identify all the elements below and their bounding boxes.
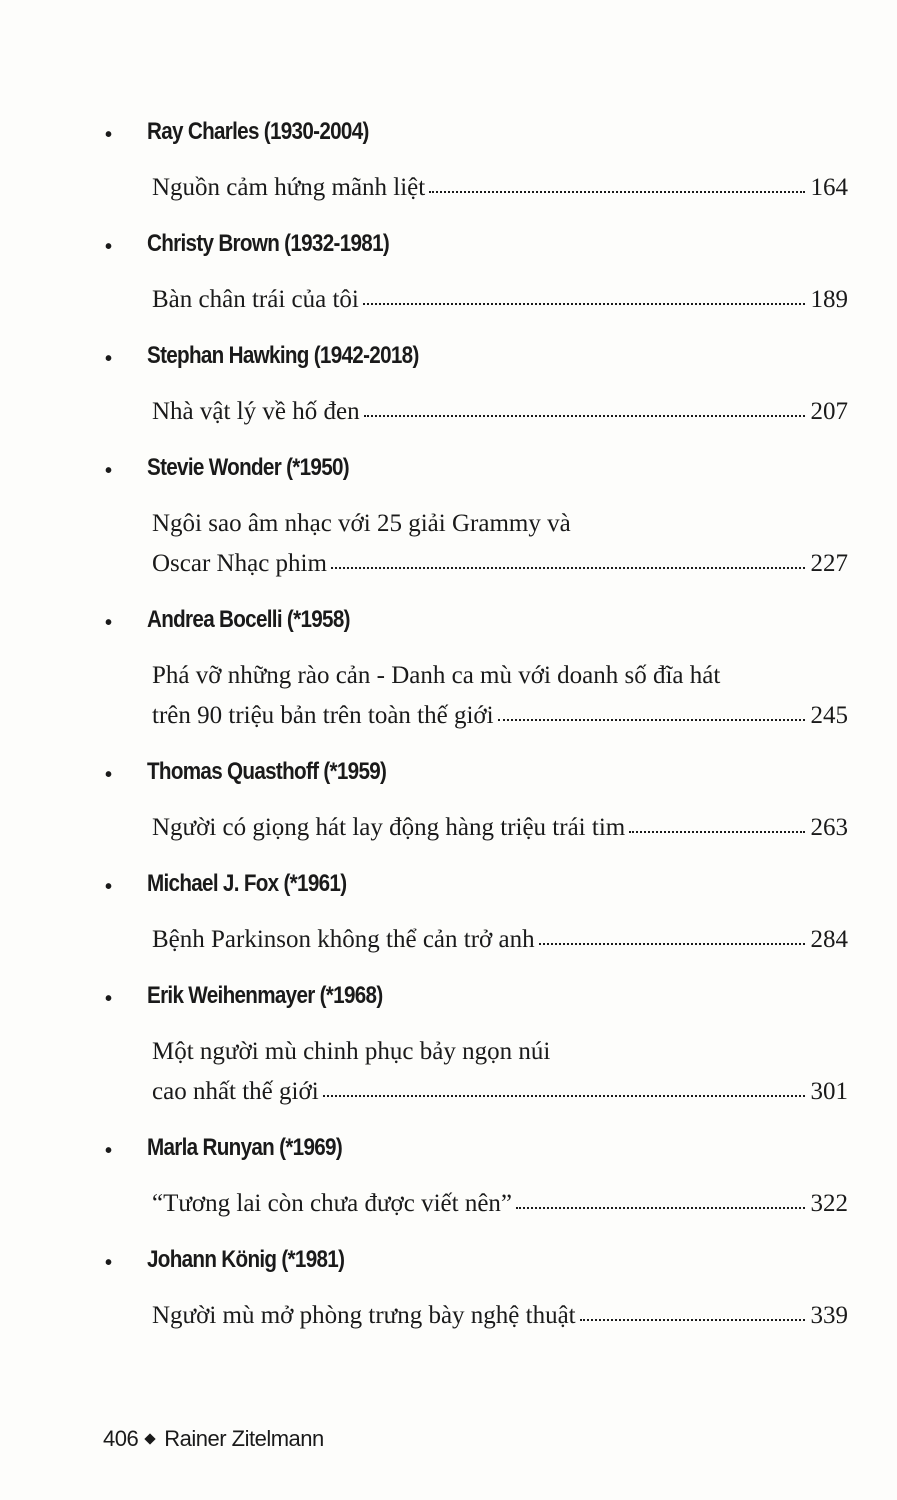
bullet-icon: • [105,876,113,898]
toc-entry[interactable] [0,1134,897,1224]
entry-name: Stephan Hawking (1942-2018) [147,342,419,369]
entry-page-number: 207 [810,398,848,425]
entry-title: Nguồn cảm hứng mãnh liệt [152,174,426,201]
entry-page-number: 227 [810,550,848,577]
page-footer [103,1426,324,1452]
bullet-icon: • [105,1140,113,1162]
dot-leader [331,567,805,569]
dot-leader [323,1095,805,1097]
bullet-icon: • [105,124,113,146]
entry-page-number: 284 [810,926,848,953]
bullet-icon: • [105,988,113,1010]
entry-title-line [152,696,848,736]
entry-name: Stevie Wonder (*1950) [147,454,349,481]
toc-entry[interactable] [0,454,897,584]
entry-title: trên 90 triệu bản trên toàn thế giới [152,702,494,729]
entry-title-line [152,920,848,960]
entry-title-line: Một người mù chinh phục bảy ngọn núi [152,1038,551,1065]
entry-title-line [152,808,848,848]
dot-leader [629,831,804,833]
entry-page-number: 263 [810,814,848,841]
toc-entry[interactable] [0,1246,897,1336]
entry-title: “Tương lai còn chưa được viết nên” [152,1190,513,1217]
bullet-icon: • [105,764,113,786]
entry-name: Christy Brown (1932-1981) [147,230,390,257]
dot-leader [363,303,805,305]
entry-page-number: 339 [810,1302,848,1329]
footer-author: Rainer Zitelmann [164,1426,324,1451]
toc-entry[interactable] [0,758,897,848]
entry-title-line [152,280,848,320]
entry-title-line [152,544,848,584]
entry-name: Marla Runyan (*1969) [147,1134,343,1161]
entry-title: Oscar Nhạc phim [152,550,327,577]
entry-page-number: 322 [810,1190,848,1217]
toc-entry[interactable] [0,982,897,1112]
entry-name: Johann König (*1981) [147,1246,345,1273]
entry-page-number: 245 [810,702,848,729]
entry-name: Thomas Quasthoff (*1959) [147,758,387,785]
dot-leader [364,415,805,417]
dot-leader [580,1319,805,1321]
footer-page-number: 406 [103,1426,139,1451]
dot-leader [539,943,805,945]
bullet-icon: • [105,612,113,634]
dot-leader [516,1207,804,1209]
table-of-contents [0,118,897,1358]
entry-title: Người có giọng hát lay động hàng triệu trái tim [152,814,626,841]
toc-entry[interactable] [0,870,897,960]
bullet-icon: • [105,460,113,482]
entry-title-line [152,1184,848,1224]
entry-title: Bệnh Parkinson không thể cản trở anh [152,926,535,953]
entry-title: Nhà vật lý về hố đen [152,398,360,425]
bullet-icon: • [105,348,113,370]
entry-title: Bàn chân trái của tôi [152,286,359,313]
entry-name: Ray Charles (1930-2004) [147,118,369,145]
entry-title: cao nhất thế giới [152,1078,319,1105]
toc-entry[interactable] [0,606,897,736]
entry-title-line [152,1072,848,1112]
entry-page-number: 301 [810,1078,848,1105]
entry-title: Người mù mở phòng trưng bày nghệ thuật [152,1302,576,1329]
toc-entry[interactable] [0,118,897,208]
entry-page-number: 164 [810,174,848,201]
entry-name: Andrea Bocelli (*1958) [147,606,350,633]
diamond-icon [145,1433,156,1444]
toc-entry[interactable] [0,230,897,320]
entry-name: Erik Weihenmayer (*1968) [147,982,383,1009]
entry-title-line [152,1296,848,1336]
entry-title-line [152,392,848,432]
entry-title-line: Ngôi sao âm nhạc với 25 giải Grammy và [152,510,571,537]
toc-entry[interactable] [0,342,897,432]
entry-title-line: Phá vỡ những rào cản - Danh ca mù với doanh số đĩa hát [152,662,721,689]
entry-page-number: 189 [810,286,848,313]
bullet-icon: • [105,236,113,258]
entry-name: Michael J. Fox (*1961) [147,870,347,897]
dot-leader [498,719,805,721]
entry-title-line [152,168,848,208]
bullet-icon: • [105,1252,113,1274]
dot-leader [429,191,804,193]
